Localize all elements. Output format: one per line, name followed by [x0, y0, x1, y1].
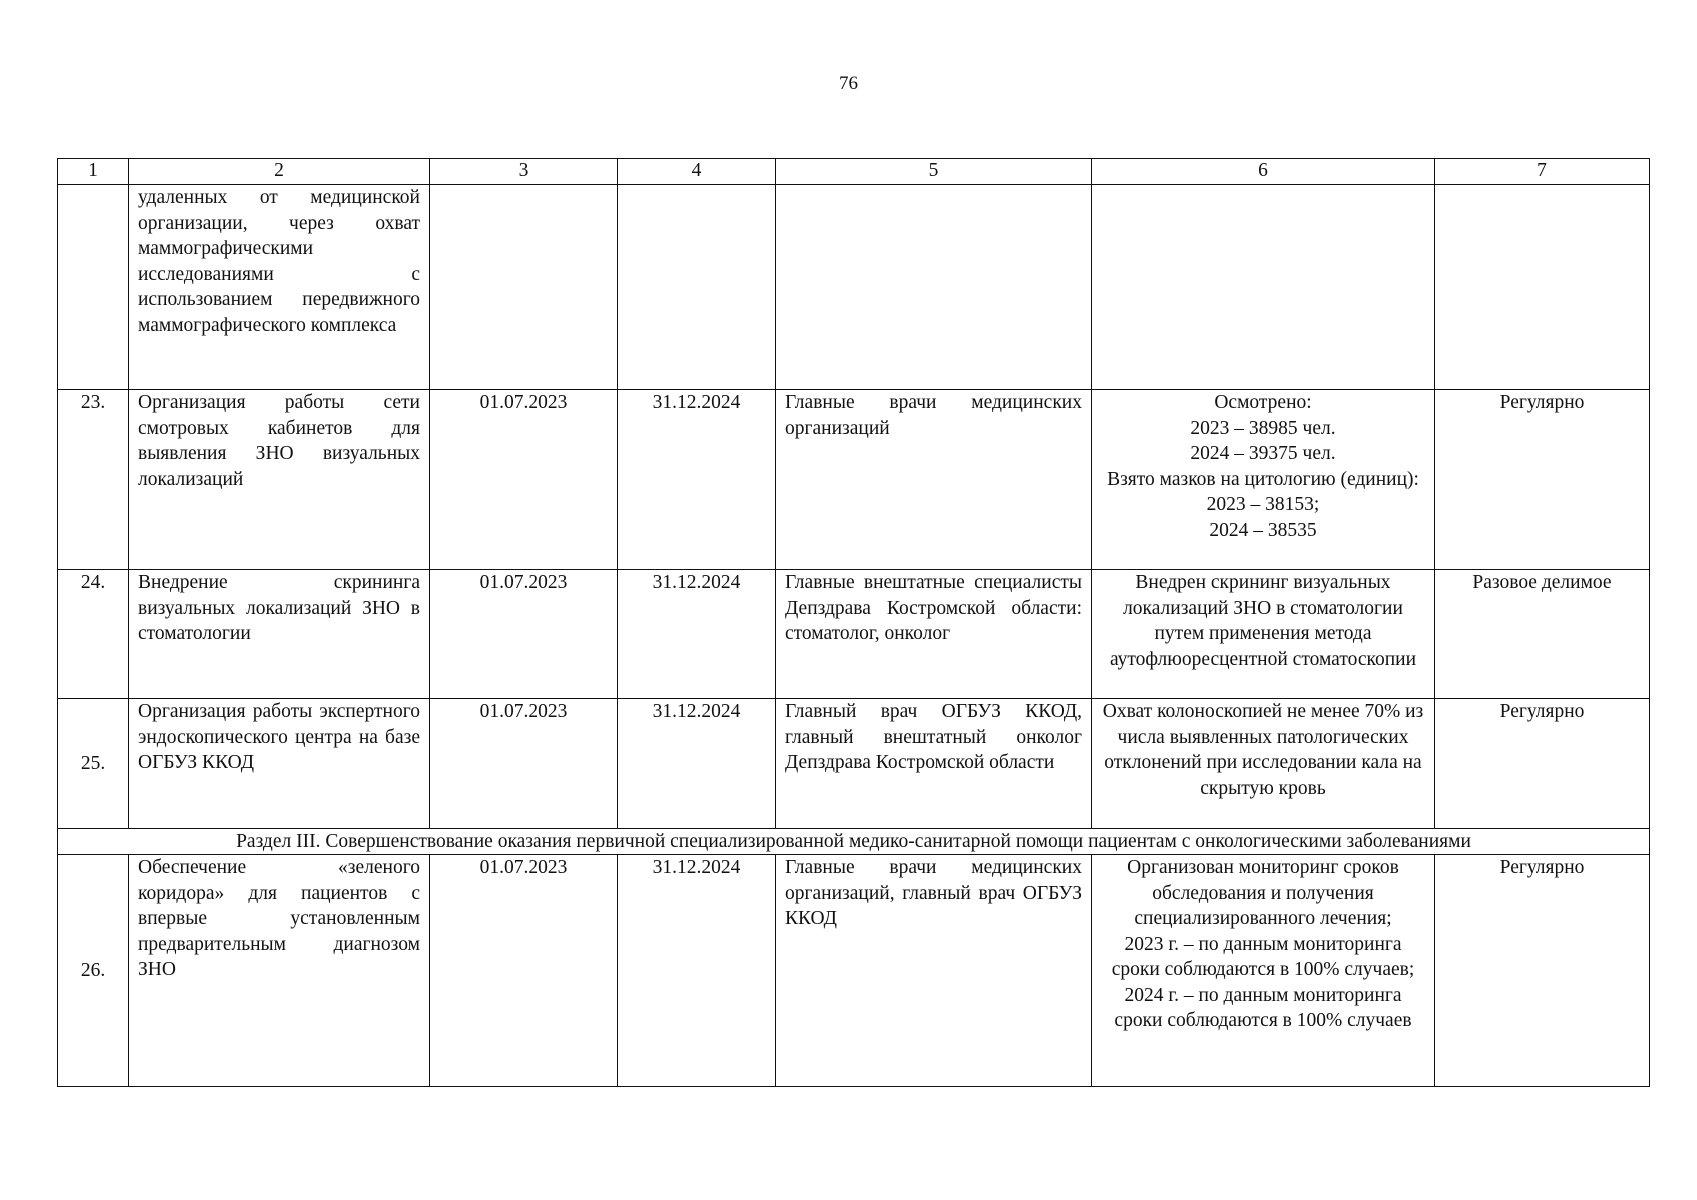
start-date-cell: 01.07.2023 [430, 855, 618, 1087]
end-date-cell: 31.12.2024 [618, 699, 776, 829]
result-cell [1092, 699, 1435, 829]
result-line: Организован мониторинг сроков обследования и получения специализированного лечения; [1127, 857, 1399, 929]
column-header: 3 [430, 159, 618, 185]
end-date-cell: 31.12.2024 [618, 390, 776, 570]
table-row [58, 699, 1650, 829]
result-line: 2023 – 38985 чел. [1190, 417, 1336, 439]
table-row [58, 390, 1650, 570]
result-line: Внедрен скрининг визуальных локализаций ЗНО в стоматологии путем применения метода аутофлюоресцентной стоматоскопии [1109, 572, 1417, 670]
row-number: 25. [58, 699, 129, 829]
row-number: 23. [58, 390, 129, 570]
table-row [58, 185, 1650, 390]
activity-cell: удаленных от медицинской организации, через охват маммографическими исследованиями с использованием передвижного маммографического комплекса [129, 185, 430, 390]
activity-cell: Организация работы экспертного эндоскопического центра на базе ОГБУЗ ККОД [129, 699, 430, 829]
start-date-cell [430, 185, 618, 390]
result-line: Осмотрено: [1214, 392, 1312, 413]
result-line: Охват колоноскопией не менее 70% из числа выявленных патологических отклонений при исследовании кала на скрытую кровь [1102, 701, 1424, 799]
page-number: 76 [839, 73, 858, 94]
result-cell [1092, 855, 1435, 1087]
end-date-cell: 31.12.2024 [618, 570, 776, 699]
frequency-cell: Регулярно [1435, 699, 1650, 829]
result-cell [1092, 570, 1435, 699]
frequency-cell [1435, 185, 1650, 390]
end-date-cell: 31.12.2024 [618, 855, 776, 1087]
section-title: Раздел III. Совершенствование оказания первичной специализированной медико-санитарной помощи пациентам с онкологическими заболеваниями [58, 829, 1650, 855]
responsible-cell: Главные внештатные специалисты Депздрава Костромской области: стоматолог, онколог [776, 570, 1092, 699]
column-number-row [58, 159, 1650, 185]
frequency-cell: Разовое делимое [1435, 570, 1650, 699]
column-header: 2 [129, 159, 430, 185]
responsible-cell: Главный врач ОГБУЗ ККОД, главный внештатный онколог Депздрава Костромской области [776, 699, 1092, 829]
column-header: 6 [1092, 159, 1435, 185]
result-line: 2024 – 39375 чел. [1190, 443, 1336, 464]
frequency-cell: Регулярно [1435, 390, 1650, 570]
column-header: 1 [58, 159, 129, 185]
result-cell [1092, 185, 1435, 390]
column-header: 7 [1435, 159, 1650, 185]
start-date-cell: 01.07.2023 [430, 699, 618, 829]
row-number [58, 185, 129, 390]
column-header: 4 [618, 159, 776, 185]
activity-cell: Обеспечение «зеленого коридора» для пациентов с впервые установленным предварительным диагнозом ЗНО [129, 855, 430, 1087]
responsible-cell: Главные врачи медицинских организаций [776, 390, 1092, 570]
activity-plan-table [57, 158, 1650, 1087]
result-line: 2024 г. – по данным мониторинга сроки соблюдаются в 100% случаев [1114, 984, 1412, 1031]
result-line: 2023 – 38153; [1206, 494, 1320, 515]
section-row [58, 829, 1650, 855]
end-date-cell [618, 185, 776, 390]
column-header: 5 [776, 159, 1092, 185]
result-cell [1092, 390, 1435, 570]
start-date-cell: 01.07.2023 [430, 390, 618, 570]
result-line: 2023 г. – по данным мониторинга сроки соблюдаются в 100% случаев; [1111, 933, 1415, 980]
row-number: 24. [58, 570, 129, 699]
responsible-cell [776, 185, 1092, 390]
start-date-cell: 01.07.2023 [430, 570, 618, 699]
result-line: 2024 – 38535 [1209, 519, 1317, 541]
frequency-cell: Регулярно [1435, 855, 1650, 1087]
row-number: 26. [58, 855, 129, 1087]
activity-cell: Внедрение скрининга визуальных локализаций ЗНО в стоматологии [129, 570, 430, 699]
table-row [58, 855, 1650, 1087]
result-line: Взято мазков на цитологию (единиц): [1107, 468, 1419, 490]
activity-cell: Организация работы сети смотровых кабинетов для выявления ЗНО визуальных локализаций [129, 390, 430, 570]
responsible-cell: Главные врачи медицинских организаций, главный врач ОГБУЗ ККОД [776, 855, 1092, 1087]
table-row [58, 570, 1650, 699]
